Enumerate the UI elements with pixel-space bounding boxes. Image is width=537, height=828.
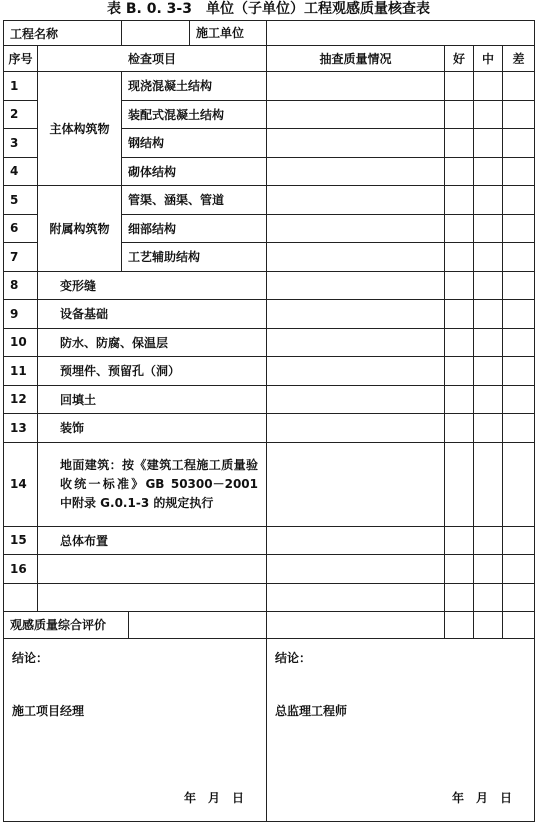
supervisor-conclusion-block[interactable] (267, 639, 535, 822)
poor-cell[interactable] (503, 414, 535, 443)
row-item: 管渠、涵渠、管道 (122, 186, 267, 215)
good-cell[interactable] (445, 157, 474, 186)
medium-cell[interactable] (474, 100, 503, 129)
good-cell[interactable] (445, 385, 474, 414)
poor-cell[interactable] (503, 328, 535, 357)
inspection-table (3, 20, 535, 822)
row-no: 15 (4, 526, 38, 555)
good-cell[interactable] (445, 583, 474, 612)
poor-cell[interactable] (503, 72, 535, 101)
good-cell[interactable] (445, 414, 474, 443)
row-item[interactable] (38, 555, 267, 584)
table-row (4, 271, 535, 300)
project-manager-label: 施工项目经理 (12, 704, 85, 718)
row-item: 地面建筑：按《建筑工程施工质量验收统一标准》GB 50300－2001 中附录 G.0.1-3 的规定执行 (38, 442, 267, 526)
good-cell[interactable] (445, 526, 474, 555)
col-poor-header: 差 (503, 46, 535, 72)
sampling-cell[interactable] (267, 583, 445, 612)
row-no: 1 (4, 72, 38, 101)
col-sampling-header: 抽查质量情况 (267, 46, 445, 72)
row-no: 16 (4, 555, 38, 584)
overall-row (4, 612, 535, 639)
row-no: 7 (4, 243, 38, 272)
sampling-cell[interactable] (267, 385, 445, 414)
group-aux-label: 附属构筑物 (38, 186, 122, 272)
poor-cell[interactable] (503, 157, 535, 186)
overall-medium-cell[interactable] (474, 612, 503, 639)
row-no: 11 (4, 357, 38, 386)
medium-cell[interactable] (474, 583, 503, 612)
row-item[interactable] (38, 583, 267, 612)
poor-cell[interactable] (503, 442, 535, 526)
group-main-label: 主体构筑物 (38, 72, 122, 186)
row-no: 13 (4, 414, 38, 443)
overall-label: 观感质量综合评价 (4, 612, 129, 638)
poor-cell[interactable] (503, 300, 535, 329)
chief-supervisor-label: 总监理工程师 (275, 704, 348, 718)
good-cell[interactable] (445, 271, 474, 300)
contractor-conclusion-block[interactable] (4, 639, 267, 822)
table-row (4, 414, 535, 443)
column-header-row (4, 46, 535, 72)
medium-cell[interactable] (474, 414, 503, 443)
sampling-cell[interactable] (267, 555, 445, 584)
row-no: 8 (4, 271, 38, 300)
good-cell[interactable] (445, 300, 474, 329)
medium-cell[interactable] (474, 385, 503, 414)
good-cell[interactable] (445, 72, 474, 101)
sampling-cell[interactable] (267, 243, 445, 272)
poor-cell[interactable] (503, 214, 535, 243)
overall-sampling-cell[interactable] (267, 612, 445, 639)
sampling-cell[interactable] (267, 414, 445, 443)
medium-cell[interactable] (474, 186, 503, 215)
medium-cell[interactable] (474, 300, 503, 329)
row-no: 5 (4, 186, 38, 215)
table-row (4, 300, 535, 329)
sampling-cell[interactable] (267, 357, 445, 386)
good-cell[interactable] (445, 442, 474, 526)
medium-cell[interactable] (474, 157, 503, 186)
poor-cell[interactable] (503, 129, 535, 158)
sampling-cell[interactable] (267, 271, 445, 300)
page-title: 表 B. 0. 3-3 单位（子单位）工程观感质量核查表 (107, 1, 430, 17)
sampling-cell[interactable] (267, 526, 445, 555)
contractor-value[interactable] (267, 21, 535, 46)
poor-cell[interactable] (503, 271, 535, 300)
row-no: 3 (4, 129, 38, 158)
poor-cell[interactable] (503, 100, 535, 129)
poor-cell[interactable] (503, 243, 535, 272)
sampling-cell[interactable] (267, 129, 445, 158)
medium-cell[interactable] (474, 129, 503, 158)
sampling-cell[interactable] (267, 100, 445, 129)
col-good-header: 好 (445, 46, 474, 72)
medium-cell[interactable] (474, 72, 503, 101)
sampling-cell[interactable] (267, 214, 445, 243)
row-no: 9 (4, 300, 38, 329)
table-row (4, 442, 535, 526)
conclusion-row (4, 639, 535, 822)
sampling-cell[interactable] (267, 442, 445, 526)
poor-cell[interactable] (503, 385, 535, 414)
good-cell[interactable] (445, 186, 474, 215)
table-row (4, 583, 535, 612)
table-row (4, 186, 535, 215)
table-row (4, 357, 535, 386)
table-row (4, 328, 535, 357)
good-cell[interactable] (445, 243, 474, 272)
medium-cell[interactable] (474, 357, 503, 386)
table-row (4, 385, 535, 414)
overall-good-cell[interactable] (445, 612, 474, 639)
supervisor-conclusion-label: 结论： (275, 651, 312, 665)
row-no: 14 (4, 442, 38, 526)
row-item: 回填土 (38, 385, 267, 414)
poor-cell[interactable] (503, 555, 535, 584)
row-item: 装饰 (38, 414, 267, 443)
row-no: 6 (4, 214, 38, 243)
row-no: 4 (4, 157, 38, 186)
sampling-cell[interactable] (267, 186, 445, 215)
col-medium-header: 中 (474, 46, 503, 72)
good-cell[interactable] (445, 555, 474, 584)
overall-poor-cell[interactable] (503, 612, 535, 639)
col-no-header: 序号 (4, 46, 38, 72)
row-item: 砌体结构 (122, 157, 267, 186)
overall-value[interactable] (129, 612, 266, 638)
row-item: 细部结构 (122, 214, 267, 243)
supervisor-date: 年 月 日 (452, 791, 513, 805)
row-item: 现浇混凝土结构 (122, 72, 267, 101)
poor-cell[interactable] (503, 526, 535, 555)
sampling-cell[interactable] (267, 157, 445, 186)
medium-cell[interactable] (474, 526, 503, 555)
good-cell[interactable] (445, 214, 474, 243)
good-cell[interactable] (445, 328, 474, 357)
medium-cell[interactable] (474, 243, 503, 272)
medium-cell[interactable] (474, 271, 503, 300)
header-row (4, 21, 535, 46)
good-cell[interactable] (445, 129, 474, 158)
medium-cell[interactable] (474, 214, 503, 243)
contractor-label: 施工单位 (189, 21, 266, 45)
project-name-value[interactable] (122, 21, 189, 45)
row-item: 预埋件、预留孔（洞） (38, 357, 267, 386)
row-no: 2 (4, 100, 38, 129)
row-no: 12 (4, 385, 38, 414)
poor-cell[interactable] (503, 583, 535, 612)
row-item: 装配式混凝土结构 (122, 100, 267, 129)
good-cell[interactable] (445, 100, 474, 129)
good-cell[interactable] (445, 357, 474, 386)
row-item: 变形缝 (38, 271, 267, 300)
row-no (4, 583, 38, 612)
medium-cell[interactable] (474, 328, 503, 357)
medium-cell[interactable] (474, 442, 503, 526)
row-no: 10 (4, 328, 38, 357)
sampling-cell[interactable] (267, 72, 445, 101)
project-name-label: 工程名称 (4, 21, 122, 46)
poor-cell[interactable] (503, 186, 535, 215)
table-row (4, 555, 535, 584)
row-item: 设备基础 (38, 300, 267, 329)
row-item: 总体布置 (38, 526, 267, 555)
contractor-conclusion-label: 结论： (12, 651, 49, 665)
col-item-header: 检查项目 (38, 46, 267, 72)
table-row (4, 72, 535, 101)
row-item: 工艺辅助结构 (122, 243, 267, 272)
contractor-date: 年 月 日 (184, 791, 245, 805)
table-row (4, 526, 535, 555)
medium-cell[interactable] (474, 555, 503, 584)
poor-cell[interactable] (503, 357, 535, 386)
row-item: 防水、防腐、保温层 (38, 328, 267, 357)
sampling-cell[interactable] (267, 328, 445, 357)
sampling-cell[interactable] (267, 300, 445, 329)
row-item: 钢结构 (122, 129, 267, 158)
